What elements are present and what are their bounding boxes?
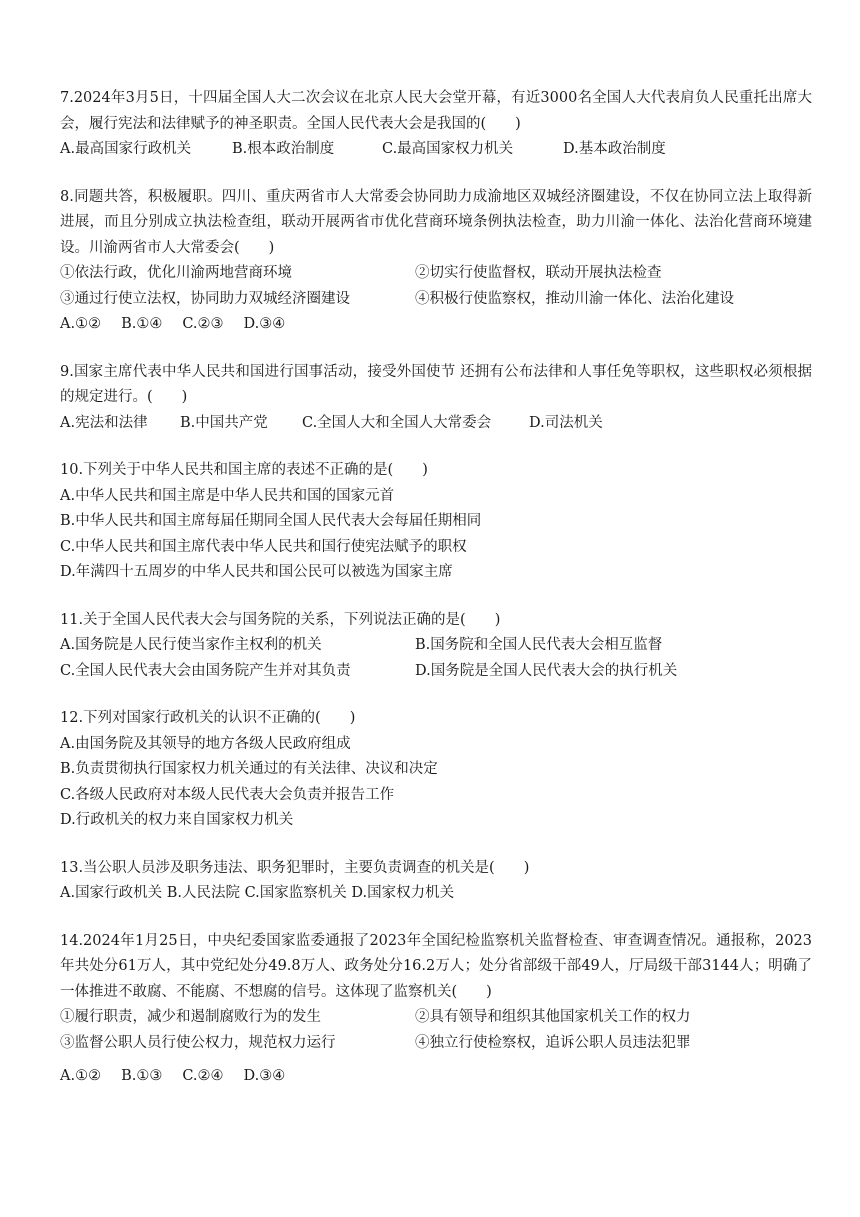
options-row	[60, 659, 812, 685]
options-row	[60, 633, 812, 659]
question-stem: 8.同题共答，积极履职。四川、重庆两省市人大常委会协同助力成渝地区双城经济圈建设，不仅在协同立法上取得新进展，而且分别成立执法检查组，联动开展两省市优化营商环境条例执法检查，助力川渝一体化、法治化营商环境建设。川渝两省市人大常委会( )	[60, 188, 812, 256]
option-d: D.③④	[243, 1068, 286, 1084]
question-stem: 9.国家主席代表中华人民共和国进行国事活动，接受外国使节 还拥有公布法律和人事任免等职权，这些职权必须根据 的规定进行。( )	[60, 363, 841, 405]
option-a: A.最高国家行政机关	[60, 141, 192, 157]
question-9	[60, 360, 841, 437]
option-a: A.国务院是人民行使当家作主权利的机关	[60, 637, 322, 653]
item-2: ②具有领导和组织其他国家机关工作的权力	[415, 1009, 691, 1025]
option-c: C.②④	[182, 1068, 224, 1084]
items-row	[60, 287, 812, 313]
question-stem: 14.2024年1月25日，中央纪委国家监委通报了2023年全国纪检监察机关监督检查、审查调查情况。通报称，2023年共处分61万人，其中党纪处分49.8万人、政务处分16.2万人；处分省部级干部49人，厅局级干部3144人；明确了一体推进不敢腐、不能腐、不想腐的信号。这体现了监察机关( )	[60, 932, 812, 1000]
items-row	[60, 1031, 812, 1057]
question-14	[60, 929, 812, 1090]
option-a: A.中华人民共和国主席是中华人民共和国的国家元首	[60, 487, 395, 504]
option-c: C.全国人大和全国人大常委会	[302, 414, 492, 431]
option-c: C.各级人民政府对本级人民代表大会负责并报告工作	[60, 786, 395, 803]
question-12	[60, 706, 812, 834]
option-a: A.①②	[60, 1068, 102, 1084]
question-7	[60, 86, 812, 163]
option-d: D.行政机关的权力来自国家权力机关	[60, 812, 294, 828]
option-b: B.根本政治制度	[232, 141, 335, 157]
question-13	[60, 856, 812, 907]
item-4: ④独立行使检察权，追诉公职人员违法犯罪	[415, 1034, 691, 1051]
option-b: B.①④	[121, 316, 163, 332]
option-a: A.①②	[60, 316, 102, 332]
item-2: ②切实行使监督权，联动开展执法检查	[415, 265, 662, 281]
question-11	[60, 608, 812, 685]
option-b: B.国务院和全国人民代表大会相互监督	[415, 637, 663, 653]
option-d: D.司法机关	[529, 414, 603, 431]
item-3: ③监督公职人员行使公权力，规范权力运行	[60, 1034, 336, 1051]
question-stem: 12.下列对国家行政机关的认识不正确的( )	[60, 710, 356, 726]
question-stem: 11.关于全国人民代表大会与国务院的关系，下列说法正确的是( )	[60, 611, 501, 628]
item-3: ③通过行使立法权，协同助力双城经济圈建设	[60, 290, 350, 307]
item-1: ①履行职责，减少和遏制腐败行为的发生	[60, 1009, 321, 1025]
option-b: B.负责贯彻执行国家权力机关通过的有关法律、决议和决定	[60, 761, 438, 777]
items-row	[60, 1005, 812, 1031]
option-d: D.年满四十五周岁的中华人民共和国公民可以被选为国家主席	[60, 564, 453, 580]
options-row	[60, 312, 812, 338]
option-c: C.全国人民代表大会由国务院产生并对其负责	[60, 662, 351, 679]
question-10	[60, 458, 812, 586]
option-b: B.中华人民共和国主席每届任期同全国人民代表大会每届任期相同	[60, 513, 482, 529]
items-row	[60, 261, 812, 287]
option-c: C.最高国家权力机关	[382, 141, 514, 157]
option-b: B.中国共产党	[180, 414, 268, 431]
question-8	[60, 185, 812, 338]
option-a: A.由国务院及其领导的地方各级人民政府组成	[60, 735, 351, 752]
option-c: C.②③	[182, 316, 224, 332]
option-d: D.国务院是全国人民代表大会的执行机关	[415, 662, 678, 679]
option-b: B.①③	[121, 1068, 163, 1084]
option-d: D.基本政治制度	[563, 141, 666, 157]
question-stem: 7.2024年3月5日，十四届全国人大二次会议在北京人民大会堂开幕，有近3000名全国人大代表肩负人民重托出席大会，履行宪法和法律赋予的神圣职责。全国人民代表大会是我国的( )	[60, 90, 812, 132]
options-row	[60, 137, 812, 163]
options-row	[60, 1064, 812, 1090]
question-stem: 10.下列关于中华人民共和国主席的表述不正确的是( )	[60, 462, 428, 478]
option-d: D.③④	[243, 316, 286, 332]
question-stem: 13.当公职人员涉及职务违法、职务犯罪时，主要负责调查的机关是( )	[60, 859, 530, 876]
item-4: ④积极行使监察权，推动川渝一体化、法治化建设	[415, 290, 734, 307]
exam-page	[60, 86, 841, 1112]
option-a: A.宪法和法律	[60, 414, 148, 431]
options-row	[60, 411, 812, 437]
option-c: C.中华人民共和国主席代表中华人民共和国行使宪法赋予的职权	[60, 538, 467, 555]
item-1: ①依法行政，优化川渝两地营商环境	[60, 265, 292, 281]
options-row: A.国家行政机关 B.人民法院 C.国家监察机关 D.国家权力机关	[60, 885, 455, 901]
